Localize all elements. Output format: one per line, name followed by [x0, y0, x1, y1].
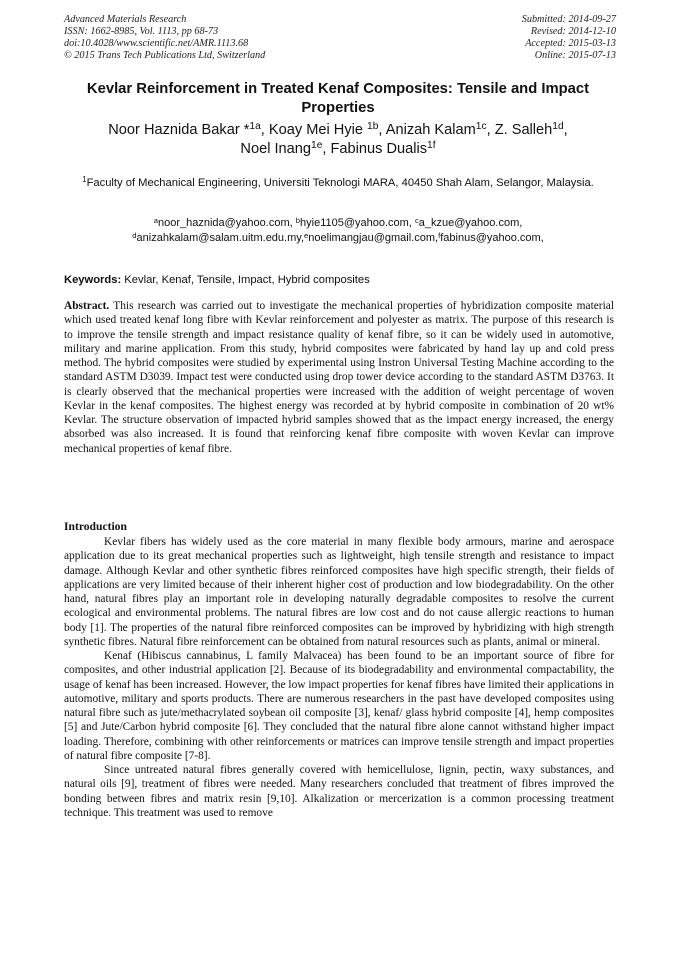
introduction-heading: Introduction: [64, 520, 127, 533]
intro-paragraph-2: Kenaf (Hibiscus cannabinus, L family Malvacea) has been found to be an important source of fibre for composites, and other industrial application [2]. Because of its biodegradability and environmental compactability, the usage of kenaf has been increased. However, the low impact properties for kenaf fibres have limited their applications in automotive, military and sports products. There are numerous researchers in the past have developed composites using natural fibre such as jute/methacrylated soybean oil composite [3], kenaf/ glass hybrid composite [4], hemp composites [5] and Jute/Carbon hybrid composite [6]. They concluded that the natural fibre alone cannot withstand higher impact loading. Therefore, combining with other reinforcements or matrices can improve tensile strength and impact properties of natural fibre composite [7-8].: [64, 650, 614, 762]
paper-title: Kevlar Reinforcement in Treated Kenaf Composites: Tensile and Impact Properties: [86, 81, 590, 116]
email-a: $^a$noor_haznida@yahoo.com,: [153, 215, 296, 229]
abstract-label: Abstract.: [64, 300, 110, 312]
keywords-label: Keywords:: [64, 274, 122, 286]
author-1: Noor Haznida Bakar *$^{1a}$,: [108, 121, 269, 138]
journal-copyright: © 2015 Trans Tech Publications Ltd, Switzerland: [64, 50, 266, 61]
journal-info: [64, 14, 265, 62]
intro-paragraph-1: Kevlar fibers has widely used as the core material in many flexible body armours, marine and aerospace application due to its great mechanical properties such as lightweight, high tensile strength and resistance to impact damage. Although Kevlar and other synthetic fibres reinforced composites have high specific strength, their fields of applications are very limited because of their inherent higher cost of production and low biodegradability. On the other hand, natural fibres play an important role in developing naturally degradable composites to resolve the current ecological and environmental problems. The natural fibres are low cost and do not cause allergic reactions to human body [1]. The properties of the natural fibre reinforced composites can be improved by hybridizing with high strength synthetic fibres. Natural fibre reinforcement can be obtained from natural resources such as plants, animal or mineral.: [64, 536, 614, 648]
date-accepted: Accepted: 2015-03-13: [525, 38, 616, 49]
date-revised: Revised: 2014-12-10: [530, 26, 616, 37]
journal-doi: doi:10.4028/www.scientific.net/AMR.1113.68: [64, 38, 249, 49]
author-list: [60, 121, 616, 159]
abstract-text: This research was carried out to investigate the mechanical properties of hybridization composite material which used treated kenaf long fibre with Kevlar reinforcement and polyester as matrix. The purpose of this research is to improve the tensile strength and impact resistance quality of kenaf fibre, so it can be widely used in automotive, military and marine application. From this study, hybrid composites were fabricated by hand lay up and cold press method. The hybrid composites were studied by experimental using Instron Universal Testing Machine according to the standard ASTM D3039. Impact test were conducted using drop tower device according to the standard ASTM D3763. It is clearly observed that the mechanical properties were increased with the addition of weight percentage of woven Kevlar in the kenaf composites. The highest energy was recorded at by hybrid composite in combination of 20 wt% Kevlar. The structure observation of impacted hybrid samples showed that as the impact energy increased, the energy absorbed was also increased. It is found that reinforcing kenaf fibre composite with woven Kevlar can improve mechanical properties of kenaf fibre.: [64, 300, 614, 455]
date-online: Online: 2015-07-13: [534, 50, 616, 61]
email-f: $^f$fabinus@yahoo.com,: [438, 230, 544, 244]
abstract: [64, 299, 614, 456]
affiliation: $^1$Faculty of Mechanical Engineering, Universiti Teknologi MARA, 40450 Shah Alam, Selangor, Malaysia.: [82, 175, 594, 189]
author-4: Z. Salleh$^{1d}$,: [494, 121, 568, 138]
email-d: $^d$anizahkalam@salam.uitm.edu.my,: [132, 230, 305, 244]
author-6: Fabinus Dualis$^{1f}$: [330, 140, 436, 157]
author-5: Noel Inang$^{1e}$,: [240, 140, 331, 157]
keywords-text: Kevlar, Kenaf, Tensile, Impact, Hybrid composites: [121, 274, 370, 286]
journal-issn: ISSN: 1662-8985, Vol. 1113, pp 68-73: [64, 26, 219, 37]
introduction-body: [64, 535, 614, 820]
date-submitted: Submitted: 2014-09-27: [521, 14, 616, 25]
email-b: $^b$hyie1105@yahoo.com,: [295, 215, 415, 229]
email-e: $^e$noelimangjau@gmail.com,: [304, 230, 439, 244]
author-2: Koay Mei Hyie $^{1b}$,: [268, 121, 386, 138]
author-3: Anizah Kalam$^{1c}$,: [385, 121, 495, 138]
intro-paragraph-3: Since untreated natural fibres generally covered with hemicellulose, lignin, pectin, waxy substances, and natural oils [9], treatment of fibres were needed. Many researchers concluded that treatment of fibres improved the bonding between fibres and matrix resin [9,10]. Alkalization or mercerization is a common processing treatment technique. This treatment was used to remove: [64, 764, 614, 819]
keywords: [64, 273, 614, 287]
email-list: [60, 216, 616, 246]
email-c: $^c$a_kzue@yahoo.com,: [414, 215, 523, 229]
journal-name: Advanced Materials Research: [64, 14, 187, 25]
publication-dates: [522, 14, 616, 62]
